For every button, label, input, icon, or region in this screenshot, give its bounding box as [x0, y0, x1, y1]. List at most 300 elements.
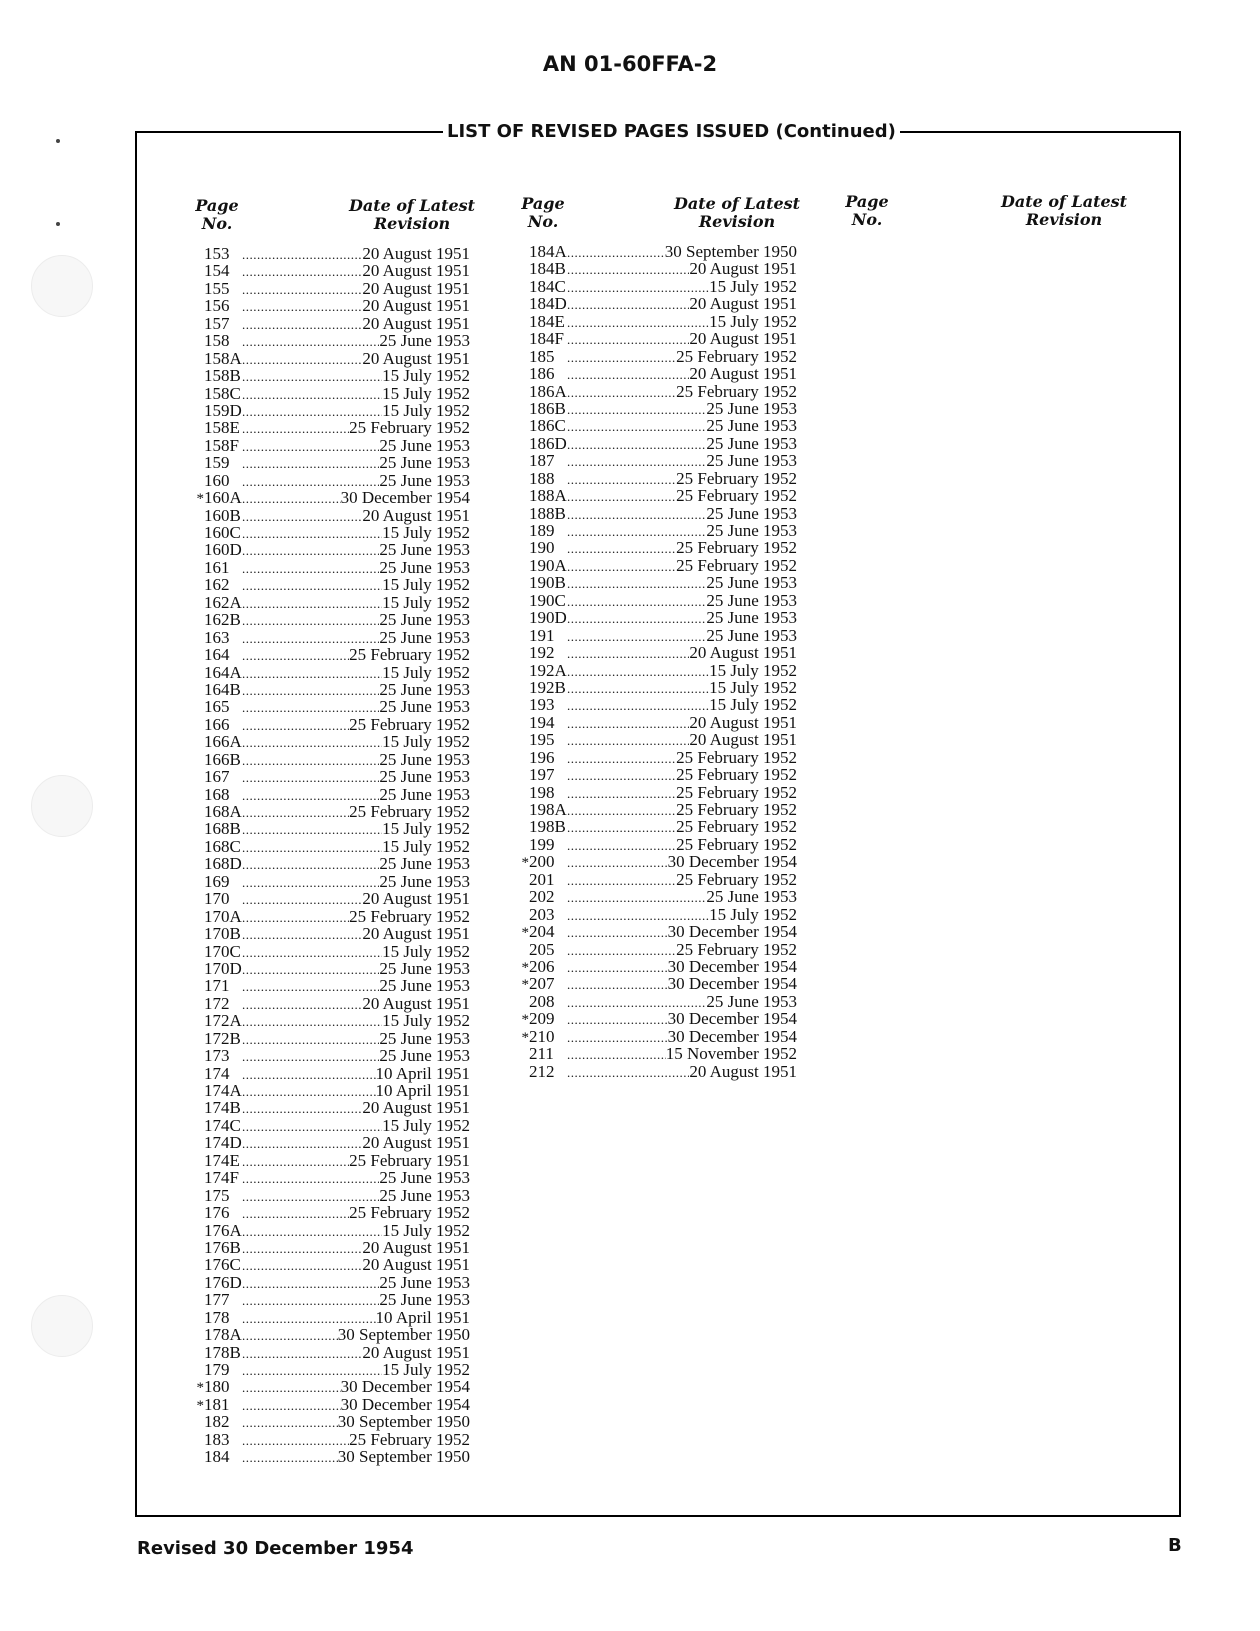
dot-leader	[567, 1046, 666, 1063]
revision-row	[519, 801, 797, 818]
revision-date: 15 July 1952	[382, 836, 470, 856]
revision-date: 20 August 1951	[362, 993, 470, 1013]
page-number: 172B	[204, 1028, 241, 1048]
dot-leader	[242, 612, 379, 629]
dot-leader	[242, 1205, 349, 1222]
revision-row	[519, 696, 797, 713]
page-number: 170	[204, 889, 230, 909]
dot-leader	[242, 804, 349, 821]
page-number: 192A	[529, 660, 567, 680]
revision-date: 15 July 1952	[709, 904, 797, 924]
revision-row	[194, 1169, 470, 1186]
revision-row	[194, 262, 470, 279]
dot-leader	[567, 628, 706, 645]
revision-row	[194, 1326, 470, 1343]
revision-row	[519, 714, 797, 731]
page-number: 160D	[204, 540, 242, 560]
page-number: 199	[529, 834, 555, 854]
dot-leader	[242, 351, 362, 368]
page-number: 186D	[529, 433, 567, 453]
revision-row	[519, 592, 797, 609]
revision-date: 20 August 1951	[689, 364, 797, 384]
revision-date: 15 July 1952	[382, 819, 470, 839]
column-header-page	[508, 195, 578, 231]
page-number: 202	[529, 887, 555, 907]
revision-row	[194, 1152, 470, 1169]
dot-leader	[567, 959, 668, 976]
dot-leader	[242, 1083, 376, 1100]
revision-date: 25 June 1953	[379, 958, 470, 978]
revision-row	[519, 958, 797, 975]
revision-date: 20 August 1951	[362, 1237, 470, 1257]
page-number: 157	[204, 313, 230, 333]
dot-leader	[242, 560, 379, 577]
page-number: 186C	[529, 416, 566, 436]
revised-pages-frame	[135, 121, 1181, 1517]
page-number: 169	[204, 871, 230, 891]
revision-row	[194, 629, 470, 646]
revision-date: 25 June 1953	[379, 854, 470, 874]
page-number: 198	[529, 782, 555, 802]
revision-row	[519, 975, 797, 992]
dot-leader	[242, 1449, 338, 1466]
page-number: 176	[204, 1203, 230, 1223]
revision-date: 25 June 1953	[706, 590, 797, 610]
revision-row	[194, 1134, 470, 1151]
revision-row	[194, 838, 470, 855]
revision-date: 25 February 1952	[676, 747, 797, 767]
revision-date: 20 August 1951	[689, 294, 797, 314]
revision-row	[194, 280, 470, 297]
revision-row	[519, 487, 797, 504]
column-header-date	[999, 193, 1129, 229]
revision-row	[519, 923, 797, 940]
revision-row	[519, 749, 797, 766]
revision-row	[194, 1448, 470, 1465]
page-number: 174A	[204, 1081, 242, 1100]
revision-row	[519, 871, 797, 888]
page-number: 174C	[204, 1115, 241, 1135]
page-number: 184A	[529, 242, 567, 261]
page-number: 212	[529, 1061, 555, 1081]
revision-row	[194, 803, 470, 820]
dot-leader	[242, 281, 362, 298]
revision-date: 20 August 1951	[362, 348, 470, 368]
revision-row	[194, 507, 470, 524]
revision-date: 15 July 1952	[382, 366, 470, 386]
revision-row	[194, 297, 470, 314]
revision-date: 25 February 1952	[349, 645, 470, 665]
dot-leader	[567, 837, 676, 854]
revision-date: 20 August 1951	[689, 259, 797, 279]
revision-date: 25 February 1952	[676, 782, 797, 802]
revision-date: 25 June 1953	[706, 398, 797, 418]
revision-row	[194, 1344, 470, 1361]
revision-date: 25 February 1952	[349, 802, 470, 821]
revision-row	[194, 698, 470, 715]
scan-speck	[56, 139, 60, 143]
revision-row	[194, 1204, 470, 1221]
revision-date: 25 June 1953	[379, 1168, 470, 1188]
page-number: 207	[529, 974, 555, 994]
revision-row	[194, 1082, 470, 1099]
revision-row	[519, 836, 797, 853]
change-marker: *	[196, 491, 204, 508]
page-number: 170C	[204, 941, 241, 961]
revision-date: 25 June 1953	[379, 557, 470, 577]
page-number: 188B	[529, 503, 566, 523]
revision-date: 30 September 1950	[337, 1447, 470, 1467]
revision-date: 25 June 1953	[706, 625, 797, 645]
revision-list-column-1	[194, 245, 470, 1466]
revision-date: 25 February 1952	[349, 1203, 470, 1223]
dot-leader	[567, 279, 709, 296]
revision-date: 15 July 1952	[709, 311, 797, 331]
revision-date: 15 July 1952	[382, 592, 470, 612]
revision-date: 25 June 1953	[379, 749, 470, 769]
page-no-label: Page No.	[195, 196, 239, 233]
revision-date: 10 April 1951	[375, 1307, 470, 1327]
dot-leader	[567, 976, 668, 993]
revision-date: 15 July 1952	[382, 1115, 470, 1135]
dot-leader	[567, 610, 706, 627]
revision-date: 25 June 1953	[706, 416, 797, 436]
revision-row	[519, 627, 797, 644]
revision-date: 20 August 1951	[362, 1098, 470, 1118]
page-number: 162B	[204, 610, 241, 630]
page-number: 184F	[529, 329, 564, 349]
revision-row	[519, 1045, 797, 1062]
dot-leader	[567, 889, 706, 906]
revision-date: 30 December 1954	[667, 922, 797, 942]
revision-date: 20 August 1951	[362, 278, 470, 298]
revision-row	[194, 1187, 470, 1204]
revision-date: 15 November 1952	[665, 1044, 797, 1064]
page-number: 176A	[204, 1220, 242, 1240]
page-number: 170A	[204, 906, 242, 926]
revision-date: 20 August 1951	[362, 261, 470, 281]
revision-row	[194, 541, 470, 558]
revision-date: 25 February 1952	[676, 834, 797, 854]
page-number: 182	[204, 1412, 230, 1432]
dot-leader	[567, 331, 689, 348]
revision-row	[194, 943, 470, 960]
revision-row	[519, 557, 797, 574]
page-number: 176C	[204, 1255, 241, 1275]
revision-row	[194, 245, 470, 262]
dot-leader	[567, 1029, 668, 1046]
page-number: 192	[529, 643, 555, 663]
dot-leader	[242, 1013, 382, 1030]
revision-row	[194, 419, 470, 436]
dot-leader	[242, 1170, 379, 1187]
dot-leader	[242, 1257, 362, 1274]
revision-row	[519, 818, 797, 835]
dot-leader	[242, 542, 379, 559]
revision-date: 10 April 1951	[375, 1081, 470, 1100]
page-number: 165	[204, 697, 230, 717]
page-number: 168A	[204, 802, 242, 821]
dot-leader	[567, 558, 676, 575]
dot-leader	[242, 1223, 382, 1240]
dot-leader	[567, 872, 676, 889]
page-number: 156	[204, 296, 230, 316]
revision-date: 25 February 1952	[676, 346, 797, 366]
revision-row	[519, 609, 797, 626]
scan-speck	[56, 222, 60, 226]
document-id: AN 01-60FFA-2	[542, 52, 718, 76]
revision-date: 15 July 1952	[382, 662, 470, 682]
revision-date: 15 July 1952	[382, 1011, 470, 1031]
revision-date: 15 July 1952	[382, 1360, 470, 1379]
page-number: 178A	[204, 1325, 242, 1345]
revision-date: 15 July 1952	[382, 523, 470, 542]
page-number: 188	[529, 468, 555, 488]
dot-leader	[567, 349, 676, 366]
dot-leader	[567, 384, 676, 401]
revision-date: 25 February 1952	[676, 800, 797, 819]
dot-leader	[242, 246, 362, 263]
revision-row	[194, 454, 470, 471]
revision-date: 20 August 1951	[689, 643, 797, 663]
dot-leader	[242, 1414, 338, 1431]
dot-leader	[567, 436, 706, 453]
dot-leader	[242, 1432, 349, 1449]
revision-row	[194, 1274, 470, 1291]
revision-row	[194, 820, 470, 837]
revision-row	[194, 611, 470, 628]
page-number: 184E	[529, 311, 565, 331]
page-number: 174B	[204, 1098, 241, 1118]
page-number: 210	[529, 1026, 555, 1046]
revision-date: 15 July 1952	[382, 575, 470, 595]
revision-date: 25 June 1953	[706, 573, 797, 593]
page-number: 192B	[529, 677, 566, 697]
revision-row	[519, 662, 797, 679]
dot-leader	[567, 418, 706, 435]
page-number: 190	[529, 538, 555, 558]
revision-date: 25 June 1953	[379, 610, 470, 630]
dot-leader	[242, 1379, 341, 1396]
dot-leader	[242, 263, 362, 280]
revision-row	[194, 1030, 470, 1047]
dot-leader	[242, 1240, 362, 1257]
revision-date: 30 December 1954	[667, 852, 797, 872]
revision-date: 25 June 1953	[706, 451, 797, 471]
revision-date: 25 February 1952	[349, 1429, 470, 1449]
revision-row	[194, 733, 470, 750]
dot-leader	[242, 717, 349, 734]
dot-leader	[567, 732, 689, 749]
dot-leader	[567, 401, 706, 418]
revision-row	[519, 539, 797, 556]
revision-row	[519, 766, 797, 783]
page-number: 181	[204, 1394, 230, 1414]
revision-date: 25 June 1953	[379, 1272, 470, 1292]
change-marker: *	[521, 959, 529, 976]
revision-date: 30 December 1954	[667, 974, 797, 994]
page-number: 171	[204, 976, 230, 996]
revision-row	[194, 977, 470, 994]
revision-date: 20 August 1951	[362, 244, 470, 263]
revision-row	[519, 400, 797, 417]
revision-date: 25 June 1953	[706, 991, 797, 1011]
page-number: 190C	[529, 590, 566, 610]
page-number: 164A	[204, 662, 242, 682]
dot-leader	[242, 298, 362, 315]
page-number: 176D	[204, 1272, 242, 1292]
page-number: 187	[529, 451, 555, 471]
dot-leader	[567, 802, 676, 819]
revision-row	[194, 716, 470, 733]
revision-row	[519, 993, 797, 1010]
page-letter: B	[1168, 1535, 1182, 1556]
dot-leader	[567, 680, 709, 697]
revision-row	[194, 751, 470, 768]
revision-row	[194, 559, 470, 576]
revision-date: 25 June 1953	[379, 1290, 470, 1310]
page-number: 166A	[204, 732, 242, 752]
revision-date: 25 February 1952	[676, 468, 797, 488]
revision-date: 25 June 1953	[706, 433, 797, 453]
page-no-label: Page No.	[845, 192, 889, 229]
page-number: 166B	[204, 749, 241, 769]
dot-leader	[242, 682, 379, 699]
dot-leader	[242, 595, 382, 612]
page-number: 162A	[204, 592, 242, 612]
page-number: 168D	[204, 854, 242, 874]
page-number: 185	[529, 346, 555, 366]
revision-date: 25 June 1953	[379, 470, 470, 490]
column-header-date	[347, 197, 477, 233]
page-number: 206	[529, 956, 555, 976]
revision-row	[194, 472, 470, 489]
revision-row	[194, 855, 470, 872]
revision-date: 25 February 1952	[676, 939, 797, 959]
revision-row	[194, 437, 470, 454]
dot-leader	[242, 996, 362, 1013]
dot-leader	[567, 854, 668, 871]
revision-date: 25 June 1953	[706, 608, 797, 628]
revision-row	[194, 367, 470, 384]
page-number: 186B	[529, 398, 566, 418]
dot-leader	[567, 314, 709, 331]
dot-leader	[242, 926, 362, 943]
revision-date: 25 June 1953	[379, 435, 470, 455]
dot-leader	[242, 1031, 379, 1048]
dot-leader	[242, 752, 379, 769]
page-number: 211	[529, 1044, 554, 1064]
revision-date: 20 August 1951	[362, 296, 470, 316]
revision-row	[194, 1047, 470, 1064]
revision-row	[194, 576, 470, 593]
revision-row	[194, 873, 470, 890]
revision-row	[519, 348, 797, 365]
revision-row	[194, 960, 470, 977]
dot-leader	[242, 665, 382, 682]
revision-date: 30 December 1954	[667, 1009, 797, 1029]
dot-leader	[242, 856, 379, 873]
revision-row	[519, 470, 797, 487]
dot-leader	[242, 1345, 362, 1362]
page-number: 158E	[204, 418, 240, 438]
page-number: 153	[204, 244, 230, 263]
revision-date: 25 June 1953	[379, 871, 470, 891]
revision-row	[519, 1028, 797, 1045]
revision-row	[194, 786, 470, 803]
revision-date: 30 December 1954	[340, 1377, 470, 1397]
dot-leader	[242, 874, 379, 891]
revision-date: 15 July 1952	[709, 660, 797, 680]
revision-date: 25 June 1953	[379, 1028, 470, 1048]
page-number: 204	[529, 922, 555, 942]
revision-row	[519, 505, 797, 522]
dot-leader	[567, 924, 668, 941]
page-number: 178B	[204, 1342, 241, 1362]
page-number: 164B	[204, 679, 241, 699]
page-number: 174	[204, 1063, 230, 1083]
dot-leader	[242, 647, 349, 664]
revision-row	[194, 1309, 470, 1326]
revision-row	[194, 1413, 470, 1430]
revision-row	[194, 681, 470, 698]
revision-date: 25 June 1953	[379, 627, 470, 647]
dot-leader	[567, 750, 676, 767]
page-number: 208	[529, 991, 555, 1011]
page-number: 160A	[204, 488, 242, 508]
revision-date: 25 February 1951	[349, 1150, 470, 1170]
page-number: 161	[204, 557, 230, 577]
dot-leader	[242, 316, 362, 333]
page-number: 154	[204, 261, 230, 281]
revision-row	[519, 313, 797, 330]
dot-leader	[567, 506, 706, 523]
page-number: 200	[529, 852, 555, 872]
page-number: 158A	[204, 348, 242, 368]
dot-leader	[242, 525, 382, 542]
dot-leader	[242, 821, 382, 838]
dot-leader	[567, 593, 706, 610]
change-marker: *	[521, 1029, 529, 1046]
binder-hole	[31, 255, 93, 317]
revision-date: 25 February 1952	[676, 538, 797, 558]
dot-leader	[567, 296, 689, 313]
page-number: 190B	[529, 573, 566, 593]
revision-row	[519, 853, 797, 870]
revision-list-column-2	[519, 243, 797, 1080]
page-number: 198B	[529, 817, 566, 837]
page-number: 160B	[204, 505, 241, 525]
dot-leader	[567, 697, 709, 714]
column-header-page	[182, 197, 252, 233]
revision-date: 25 June 1953	[379, 331, 470, 351]
change-marker: *	[521, 977, 529, 994]
revision-date: 25 June 1953	[379, 1046, 470, 1066]
dot-leader	[242, 1153, 349, 1170]
dot-leader	[242, 455, 379, 472]
revision-row	[519, 941, 797, 958]
revision-row	[194, 1256, 470, 1273]
dot-leader	[567, 715, 689, 732]
dot-leader	[242, 1292, 379, 1309]
dot-leader	[242, 508, 362, 525]
revision-row	[519, 679, 797, 696]
revision-date: 30 December 1954	[667, 956, 797, 976]
page-number: 173	[204, 1046, 230, 1066]
revision-date: 25 February 1952	[349, 714, 470, 734]
page-number: 203	[529, 904, 555, 924]
dot-leader	[242, 1397, 341, 1414]
